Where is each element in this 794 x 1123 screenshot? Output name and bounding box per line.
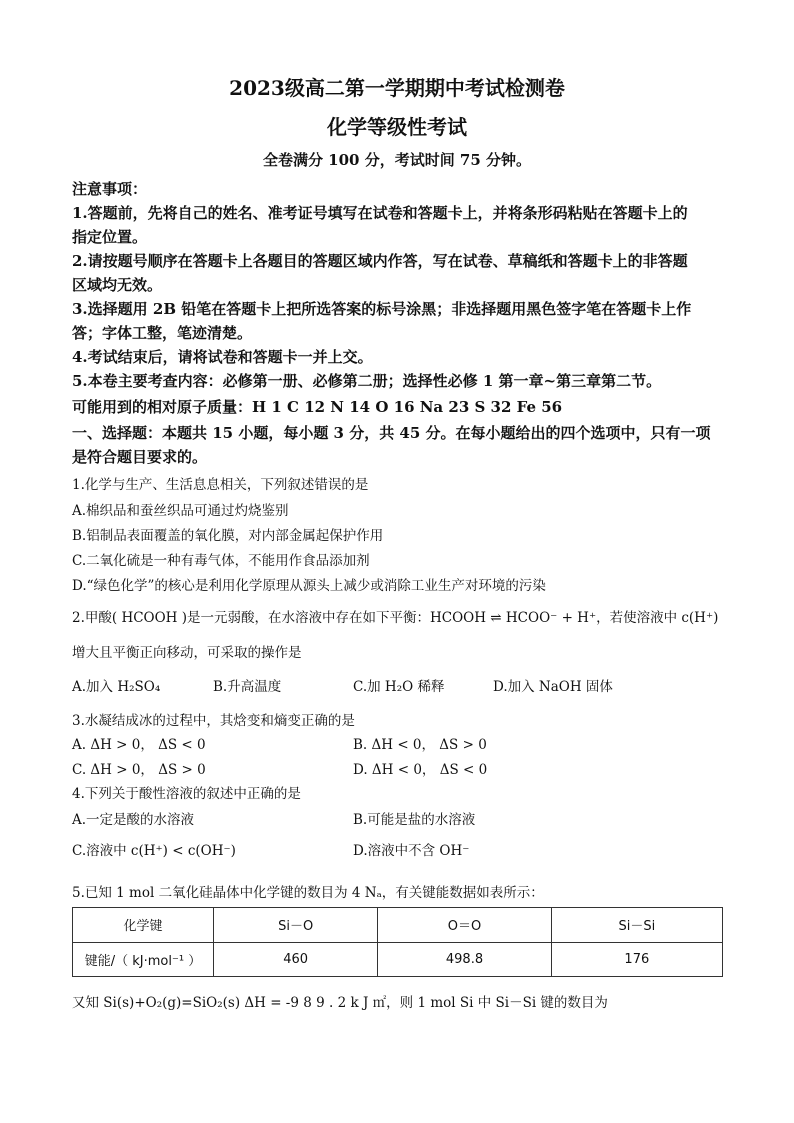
q2-option-a: A.加入 H₂SO₄ [72, 679, 161, 695]
bond-energy-table [72, 907, 723, 977]
q1-option-b: B.铝制品表面覆盖的氧化膜，对内部金属起保护作用 [72, 528, 384, 544]
table-row-label: 键能/（ kJ·mol⁻¹ ） [73, 942, 214, 977]
note-line: 区域均无效。 [72, 276, 163, 294]
table-row [73, 942, 723, 977]
q4-stem: 4.下列关于酸性溶液的叙述中正确的是 [72, 786, 301, 802]
table-row [73, 908, 723, 943]
q2-stem: 2.甲酸( HCOOH )是一元弱酸，在水溶液中存在如下平衡：HCOOH ⇌ HCOO⁻ + H⁺，若使溶液中 c(H⁺) [72, 610, 719, 626]
q2-stem-cont: 增大且平衡正向移动，可采取的操作是 [72, 645, 302, 661]
note-line: 3.选择题用 2B 铅笔在答题卡上把所选答案的标号涂黑；非选择题用黑色签字笔在答题卡上作 [72, 300, 692, 318]
note-line: 答；字体工整，笔迹清楚。 [72, 324, 253, 342]
exam-info: 全卷满分 100 分，考试时间 75 分钟。 [262, 151, 532, 169]
note-line: 5.本卷主要考查内容：必修第一册、必修第二册；选择性必修 1 第一章~第三章第二节。 [72, 372, 662, 390]
q3-stem: 3.水凝结成冰的过程中，其焓变和熵变正确的是 [72, 713, 355, 729]
q5-stem: 5.已知 1 mol 二氧化硅晶体中化学键的数目为 4 Nₐ，有关键能数据如表所示： [72, 885, 544, 901]
table-cell: 498.8 [378, 942, 551, 977]
exam-title: 2023级高二第一学期期中考试检测卷 [229, 76, 565, 100]
note-line: 指定位置。 [72, 228, 148, 246]
note-line: 1.答题前，先将自己的姓名、准考证号填写在试卷和答题卡上，并将条形码粘贴在答题卡上的 [72, 204, 688, 222]
q1-option-d: D.“绿色化学”的核心是利用化学原理从源头上减少或消除工业生产对环境的污染 [72, 578, 546, 594]
section-heading: 一、选择题：本题共 15 小题，每小题 3 分，共 45 分。在每小题给出的四个选项中，只有一项 [72, 424, 711, 442]
note-line: 2.请按题号顺序在答题卡上各题目的答题区域内作答，写在试卷、草稿纸和答题卡上的非答题 [72, 252, 688, 270]
q4-option-c: C.溶液中 c(H⁺) < c(OH⁻) [72, 843, 236, 859]
q3-option-d: D. ΔH < 0， ΔS < 0 [353, 762, 488, 778]
q1-stem: 1.化学与生产、生活息息相关，下列叙述错误的是 [72, 477, 369, 493]
table-header-cell: Si－Si [551, 908, 722, 943]
q2-option-d: D.加入 NaOH 固体 [493, 679, 613, 695]
notes-heading: 注意事项： [72, 180, 148, 198]
table-cell: 460 [214, 942, 378, 977]
section-heading-cont: 是符合题目要求的。 [72, 448, 208, 466]
q2-option-b: B.升高温度 [213, 679, 282, 695]
table-header-cell: O＝O [378, 908, 551, 943]
atomic-masses: 可能用到的相对原子质量：H 1 C 12 N 14 O 16 Na 23 S 32 Fe 56 [72, 398, 563, 416]
q1-option-a: A.棉织品和蚕丝织品可通过灼烧鉴别 [72, 503, 289, 519]
table-cell: 176 [551, 942, 722, 977]
q4-option-a: A.一定是酸的水溶液 [72, 812, 195, 828]
note-line: 4.考试结束后，请将试卷和答题卡一并上交。 [72, 348, 373, 366]
q1-option-c: C.二氧化硫是一种有毒气体，不能用作食品添加剂 [72, 553, 370, 569]
q4-option-d: D.溶液中不含 OH⁻ [353, 843, 470, 859]
q2-option-c: C.加 H₂O 稀释 [353, 679, 445, 695]
table-header-cell: Si－O [214, 908, 378, 943]
q3-option-b: B. ΔH < 0， ΔS > 0 [353, 737, 487, 753]
q3-option-c: C. ΔH > 0， ΔS > 0 [72, 762, 206, 778]
exam-subject: 化学等级性考试 [327, 115, 467, 139]
table-header-cell: 化学键 [73, 908, 214, 943]
q3-option-a: A. ΔH > 0， ΔS < 0 [72, 737, 206, 753]
q5-tail: 又知 Si(s)+O₂(g)=SiO₂(s) ΔH = -9 8 9 . 2 k J ㎡，则 1 mol Si 中 Si－Si 键的数目为 [72, 995, 608, 1011]
q4-option-b: B.可能是盐的水溶液 [353, 812, 476, 828]
